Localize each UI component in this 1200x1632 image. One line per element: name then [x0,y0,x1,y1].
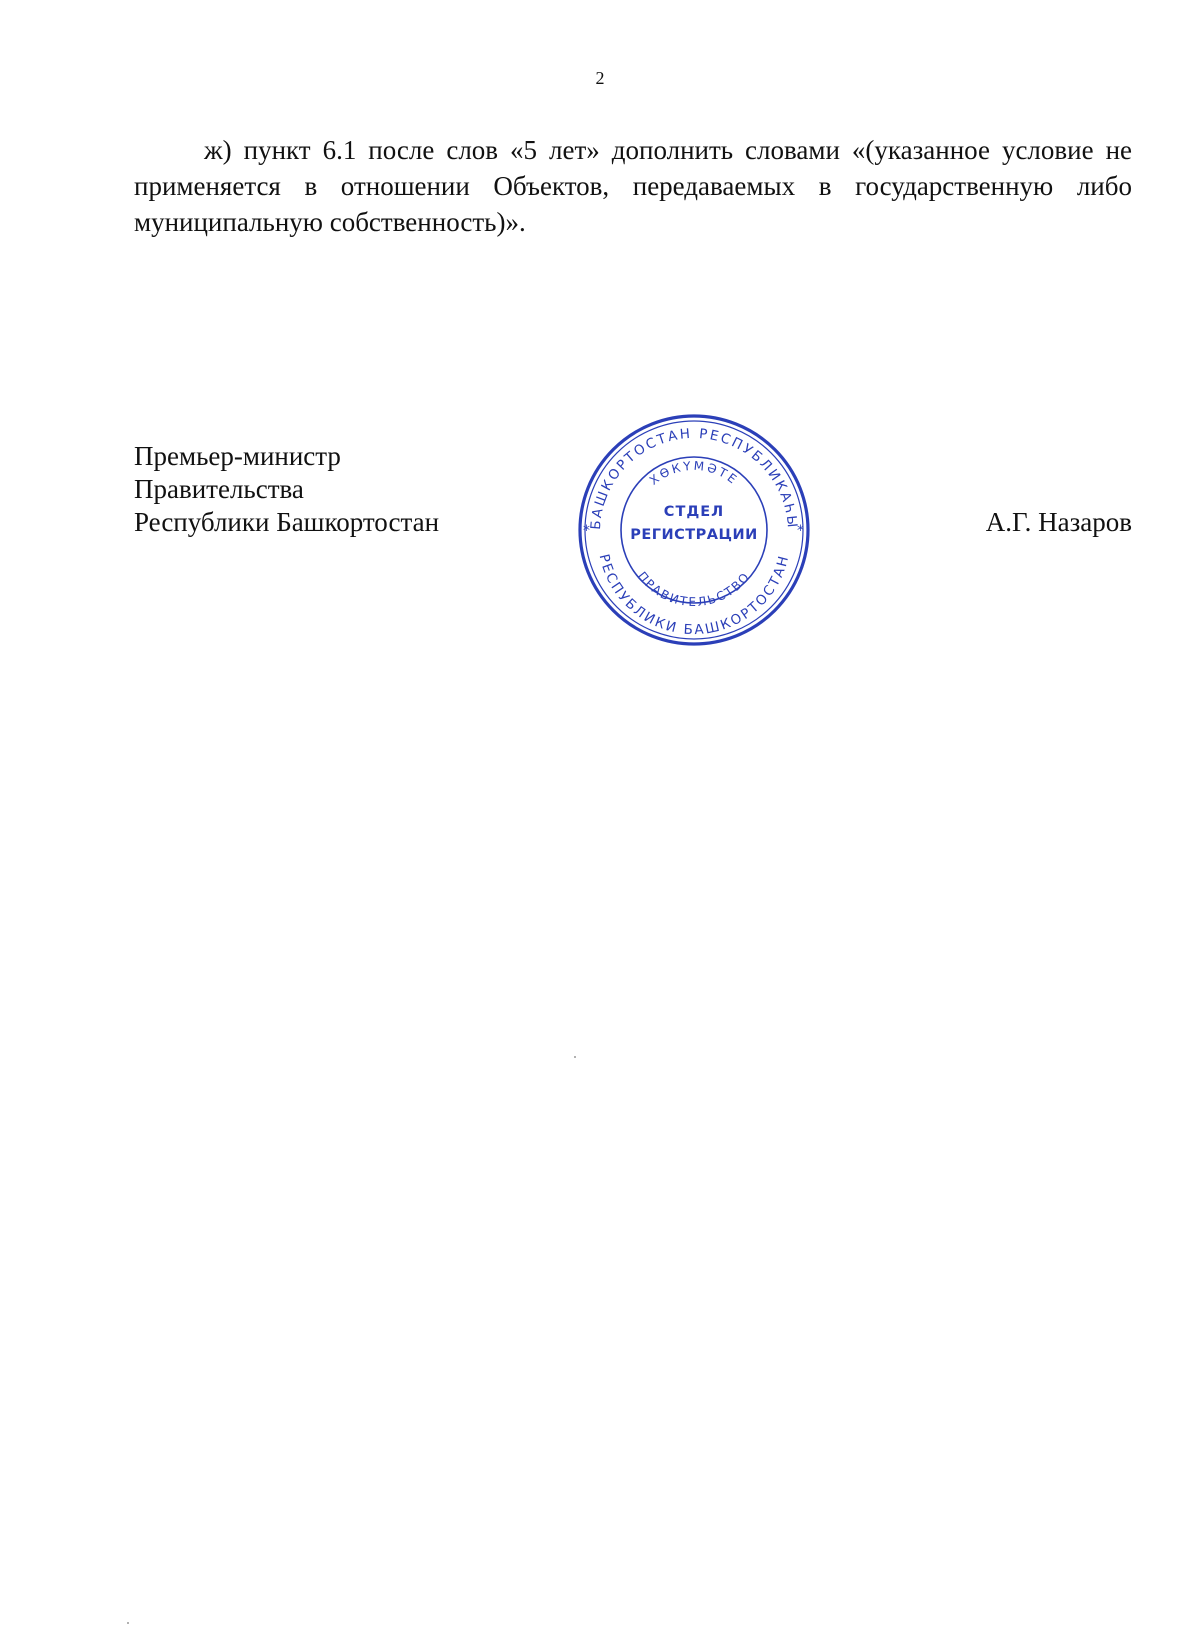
scan-speck [127,1622,129,1624]
stamp-inner-top-text: ХӨКҮМӘТЕ [646,458,742,488]
stamp-seal-icon [574,410,814,650]
stamp-inner-bottom-text: ПРАВИТЕЛЬСТВО [634,569,754,610]
scan-speck [574,1056,576,1058]
signatory-title-line-1: Премьер-министр [134,441,341,471]
amendment-paragraph: ж) пункт 6.1 после слов «5 лет» дополнить словами «(указанное условие не применяется в отношении Объектов, передаваемых в государственную либо муниципальную собственность)». [134,135,1132,237]
registration-stamp [574,410,814,650]
page-number: 2 [595,68,605,88]
stamp-left-star: * [583,523,590,539]
stamp-center-line-1: СТДЕЛ [663,504,725,520]
signatory-title [134,440,439,539]
stamp-right-star: * [797,523,804,539]
signatory-title-line-3: Республики Башкортостан [134,507,440,537]
stamp-outer-bottom-text: РЕСПУБЛИКИ БАШКОРТОСТАН [595,552,793,639]
stamp-center-line-2: РЕГИСТРАЦИИ [630,527,758,543]
stamp-outer-top-text: БАШКОРТОСТАН РЕСПУБЛИКАҺЫ [587,425,801,531]
signatory-name: А.Г. Назаров [985,507,1132,537]
signatory-title-line-2: Правительства [134,474,304,504]
